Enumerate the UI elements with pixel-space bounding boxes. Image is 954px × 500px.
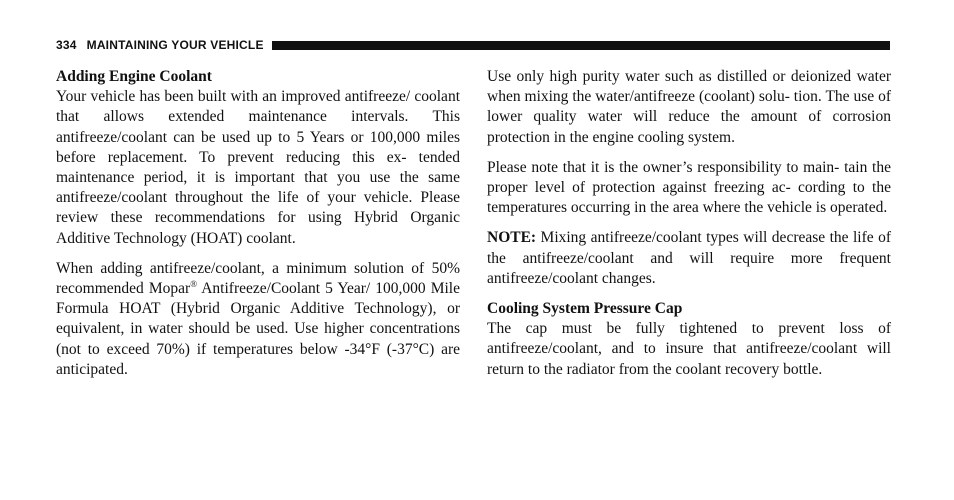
note-paragraph: [487, 228, 891, 289]
paragraph-owner-responsibility: Please note that it is the owner’s responsibility to main- tain the proper level of protection against freezing ac- cording to the temperatures occurring in the area where the vehicle is operated.: [487, 158, 891, 217]
header-rule: [272, 41, 890, 50]
section-title: MAINTAINING YOUR VEHICLE: [86, 38, 264, 52]
left-column: [56, 67, 460, 390]
registered-mark: ®: [190, 278, 198, 289]
page-header: [56, 38, 890, 52]
mixture-text-end: Antifreeze/Coolant 5 Year/ 100,000 Mile Formula HOAT (Hybrid Organic Additive Technology), or equivalent, in water should be used. Use higher concentrations (not to exceed 70%) if temperatures below -34°F (-37°C) are anticipated.: [56, 280, 460, 378]
right-column: [487, 67, 891, 390]
note-text: Mixing antifreeze/coolant types will decrease the life of the antifreeze/coolant and will require more frequent antifreeze/coolant changes.: [487, 229, 891, 287]
paragraph-coolant-intro: Your vehicle has been built with an improved antifreeze/ coolant that allows extended maintenance intervals. This antifreeze/coolant can be used up to 5 Years or 100,000 miles before replacement. To prevent reducing this ex- tended maintenance period, it is important that you use the same antifreeze/coolant throughout the life of your vehicle. Please review these recommendations for using Hybrid Organic Additive Technology (HOAT) coolant.: [56, 88, 460, 247]
paragraph-coolant-mixture: [56, 259, 460, 380]
mixture-text-start: When adding antifreeze/coolant, a minimum solution of 50% recommended Mopar: [56, 259, 460, 298]
page-number: 334: [56, 38, 77, 52]
heading-pressure-cap: Cooling System Pressure Cap: [487, 300, 683, 318]
paragraph-water-purity: Use only high purity water such as distilled or deionized water when mixing the water/antifreeze (coolant) solu- tion. The use of lower quality water will reduce the amount of corrosion protection in the engine cooling system.: [487, 68, 891, 146]
paragraph-pressure-cap: The cap must be fully tightened to prevent loss of antifreeze/coolant, and to insure that antifreeze/coolant will return to the radiator from the coolant recovery bottle.: [487, 320, 891, 378]
heading-adding-engine-coolant: Adding Engine Coolant: [56, 68, 212, 85]
note-label: NOTE:: [487, 229, 537, 247]
